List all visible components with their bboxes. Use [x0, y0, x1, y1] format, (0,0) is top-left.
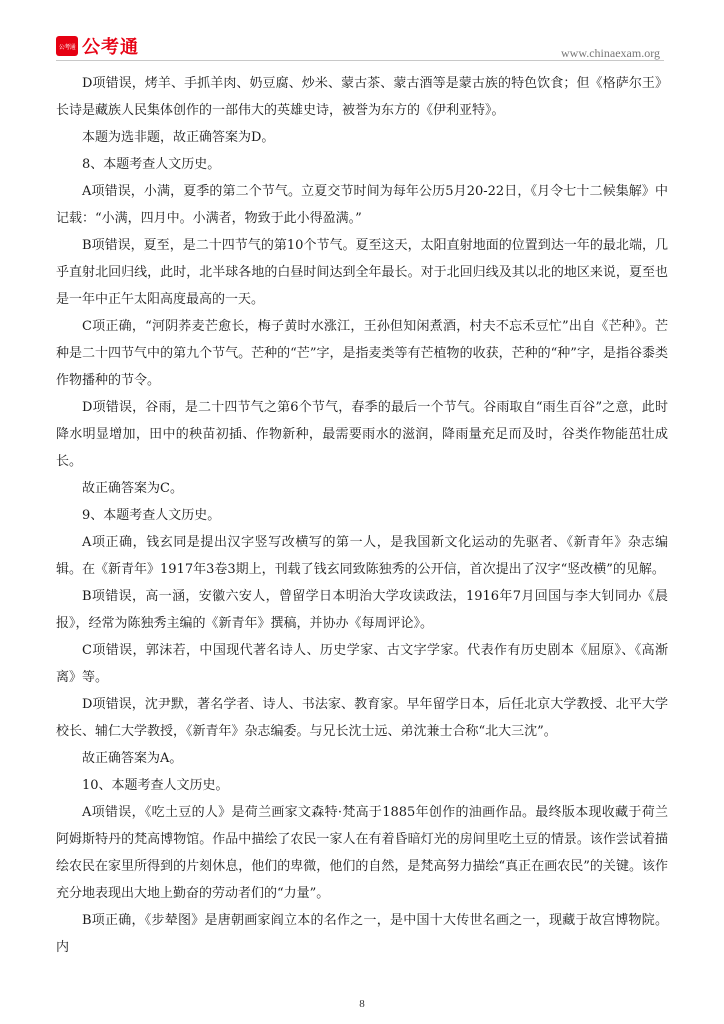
paragraph: B项正确，《步辇图》是唐朝画家阎立本的名作之一，是中国十大传世名画之一，现藏于故宫博物院。内: [56, 913, 668, 955]
paragraph: 8、本题考查人文历史。: [82, 157, 221, 172]
paragraph: A项正确，钱玄同是提出汉字竖写改横写的第一人，是我国新文化运动的先驱者、《新青年》杂志编辑。在《新青年》1917年3卷3期上，刊载了钱玄同致陈独秀的公开信，首次提出了汉字“竖改横”的见解。: [56, 535, 668, 577]
header-divider: [56, 60, 664, 61]
paragraph: B项错误，夏至，是二十四节气的第10个节气。夏至这天，太阳直射地面的位置到达一年的最北端，几乎直射北回归线，此时，北半球各地的白昼时间达到全年最长。对于北回归线及其以北的地区来说，夏至也是一年中正午太阳高度最高的一天。: [56, 238, 668, 307]
paragraph: B项错误，高一涵，安徽六安人，曾留学日本明治大学攻读政法，1916年7月回国与李大钊同办《晨报》，经常为陈独秀主编的《新青年》撰稿，并协办《每周评论》。: [56, 589, 668, 631]
paragraph: 故正确答案为C。: [82, 481, 183, 496]
site-url[interactable]: www.chinaexam.org: [561, 46, 660, 60]
logo-text: 公考通: [82, 37, 139, 58]
paragraph: C项错误，郭沫若，中国现代著名诗人、历史学家、古文字学家。代表作有历史剧本《屈原》、《高渐离》等。: [56, 643, 668, 685]
paragraph: D项错误，烤羊、手抓羊肉、奶豆腐、炒米、蒙古茶、蒙古酒等是蒙古族的特色饮食；但《格萨尔王》长诗是藏族人民集体创作的一部伟大的英雄史诗，被誉为东方的《伊利亚特》。: [56, 76, 668, 118]
paragraph: 9、本题考查人文历史。: [82, 508, 221, 523]
logo[interactable]: [56, 33, 139, 59]
document-body: [56, 70, 668, 961]
page-header: [0, 0, 724, 60]
paragraph: 本题为选非题，故正确答案为D。: [82, 130, 275, 145]
paragraph: D项错误，沈尹默，著名学者、诗人、书法家、教育家。早年留学日本，后任北京大学教授、北平大学校长、辅仁大学教授，《新青年》杂志编委。与兄长沈士远、弟沈兼士合称“北大三沈”。: [56, 697, 668, 739]
paragraph: A项错误，《吃土豆的人》是荷兰画家文森特·梵高于1885年创作的油画作品。最终版本现收藏于荷兰阿姆斯特丹的梵高博物馆。作品中描绘了农民一家人在有着昏暗灯光的房间里吃土豆的情景。该作尝试着描绘农民在家里所得到的片刻休息，他们的卑微，他们的自然，是梵高努力描绘“真正在画农民”的关键。该作充分地表现出大地上勤奋的劳动者们的“力量”。: [56, 805, 668, 901]
logo-badge-icon: 公考通: [56, 36, 78, 56]
paragraph: A项错误，小满，夏季的第二个节气。立夏交节时间为每年公历5月20-22日，《月令七十二候集解》中记载：“小满，四月中。小满者，物致于此小得盈满。”: [56, 184, 668, 226]
page-number: 8: [359, 998, 365, 1010]
paragraph: D项错误，谷雨，是二十四节气之第6个节气，春季的最后一个节气。谷雨取自“雨生百谷”之意，此时降水明显增加，田中的秧苗初插、作物新种，最需要雨水的滋润，降雨量充足而及时，谷类作物能茁壮成长。: [56, 400, 668, 469]
paragraph: C项正确，“河阴荞麦芒愈长，梅子黄时水涨江，王孙但知闲煮酒，村夫不忘禾豆忙”出自《芒种》。芒种是二十四节气中的第九个节气。芒种的“芒”字，是指麦类等有芒植物的收获，芒种的“种”字，是指谷黍类作物播种的节令。: [56, 319, 668, 388]
paragraph: 10、本题考查人文历史。: [82, 778, 229, 793]
paragraph: 故正确答案为A。: [82, 751, 183, 766]
